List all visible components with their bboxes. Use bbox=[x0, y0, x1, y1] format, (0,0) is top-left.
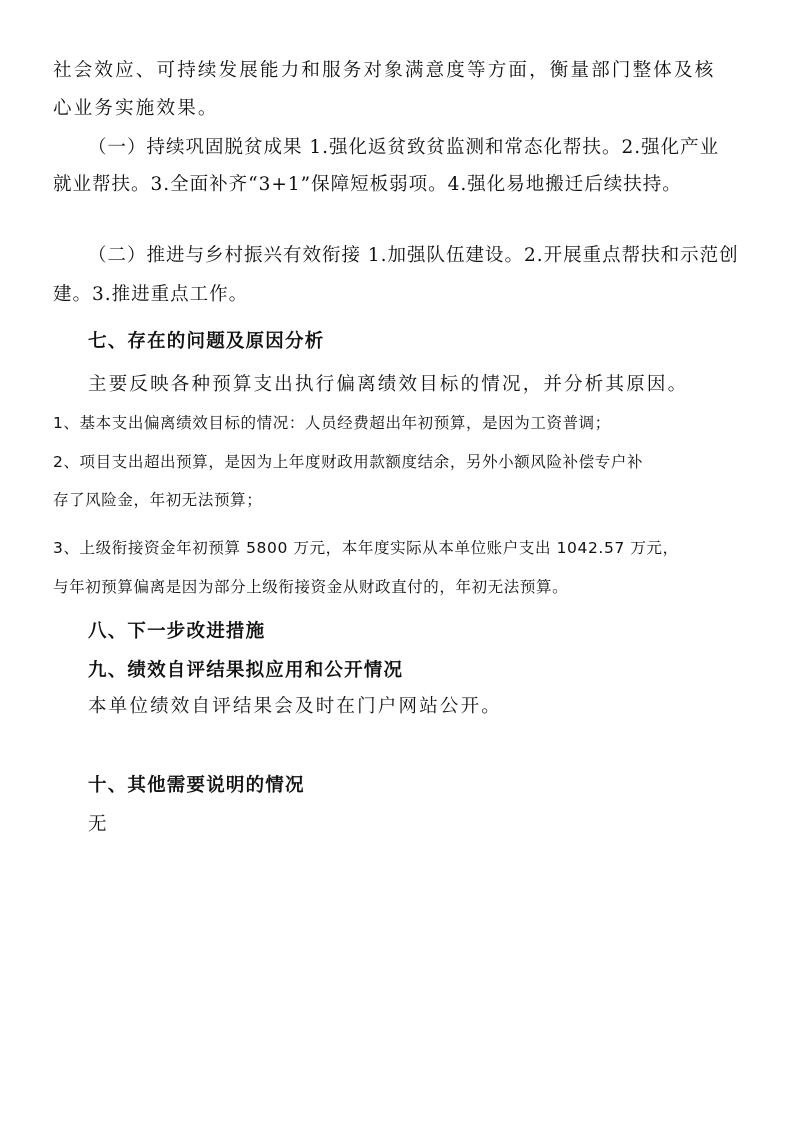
section-9-heading: 九、绩效自评结果拟应用和公开情况 bbox=[88, 660, 404, 681]
list-item: 1、基本支出偏离绩效目标的情况：人员经费超出年初预算，是因为工资普调； bbox=[53, 414, 611, 432]
paragraph-line: （二）推进与乡村振兴有效衔接 1.加强队伍建设。2.开展重点帮扶和示范创 bbox=[88, 245, 739, 266]
section-7-heading: 七、存在的问题及原因分析 bbox=[88, 331, 325, 352]
paragraph-line: （一）持续巩固脱贫成果 1.强化返贫致贫监测和常态化帮扶。2.强化产业 bbox=[88, 137, 720, 158]
paragraph-line: 社会效应、可持续发展能力和服务对象满意度等方面，衡量部门整体及核 bbox=[53, 60, 716, 81]
paragraph-line: 心业务实施效果。 bbox=[53, 98, 219, 119]
list-item: 3、上级衔接资金年初预算 5800 万元，本年度实际从本单位账户支出 1042.57 万元， bbox=[53, 539, 679, 557]
list-item-continuation: 存了风险金，年初无法预算； bbox=[53, 491, 263, 509]
section-10-body: 无 bbox=[88, 814, 109, 835]
paragraph-line: 建。3.推进重点工作。 bbox=[53, 284, 249, 305]
section-7-intro: 主要反映各种预算支出执行偏离绩效目标的情况，并分析其原因。 bbox=[88, 374, 689, 395]
section-10-heading: 十、其他需要说明的情况 bbox=[88, 775, 305, 796]
list-item-continuation: 与年初预算偏离是因为部分上级衔接资金从财政直付的，年初无法预算。 bbox=[53, 578, 569, 596]
section-9-body: 本单位绩效自评结果会及时在门户网站公开。 bbox=[88, 696, 503, 717]
paragraph-line: 就业帮扶。3.全面补齐“3+1”保障短板弱项。4.强化易地搬迁后续扶持。 bbox=[53, 174, 682, 195]
section-8-heading: 八、下一步改进措施 bbox=[88, 621, 266, 642]
list-item: 2、项目支出超出预算，是因为上年度财政用款额度结余，另外小额风险补偿专户补 bbox=[53, 453, 644, 471]
